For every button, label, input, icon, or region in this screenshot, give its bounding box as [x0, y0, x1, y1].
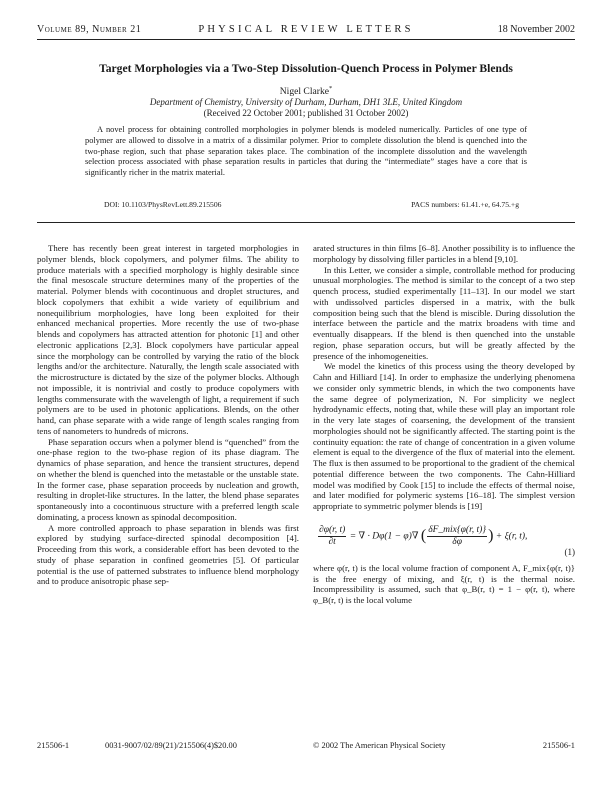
volume-number: Volume 89, Number 21: [37, 24, 142, 35]
equation-1: [313, 517, 575, 559]
equation-variational-derivative: [427, 525, 487, 548]
received-dates: (Received 22 October 2001; published 31 October 2002): [203, 108, 409, 118]
equation-lhs-denominator: ∂t: [328, 536, 336, 547]
equation-rhs-numerator: δF_mix{φ(r, t)}: [428, 524, 487, 535]
page-footer: [37, 740, 575, 752]
issn-code: 0031-9007/02/89(21)/215506(4)$20.00: [105, 741, 237, 750]
left-paren: (: [420, 526, 427, 544]
paragraph: We model the kinetics of this process using the theory developed by Cahn and Hilliard [14]. In order to emphasize the underlying phenomena we consider only symmetric blends, in which the two components have the same degree of polymerization, N. For simplicity we neglect hydrodynamic effects, noting that, while these will play an important role in the very late stages of coarsening, the development of the transient morphologies should not be significantly affected. The starting point is the continuity equation: the rate of change of concentration in a given volume element is equal to the divergence of the flux of material into the element. The flux is then assumed to be proportional to the gradient of the chemical potential difference between the two components. The Cahn-Hilliard model was modified by Cook [15] to include the effects of thermal noise, and later modified for polymeric systems [16–18]. The simplest version appropriate to symmetric polymer blends is [19]: [313, 361, 575, 511]
abstract-rule: [37, 222, 575, 223]
header-rule: [37, 39, 575, 40]
journal-name: PHYSICAL REVIEW LETTERS: [198, 24, 414, 35]
left-column: [37, 243, 299, 587]
right-column: [313, 243, 575, 606]
copyright: © 2002 The American Physical Society: [313, 741, 446, 750]
doi: DOI: 10.1103/PhysRevLett.89.215506: [104, 200, 222, 209]
paragraph: where φ(r, t) is the local volume fraction of component A, F_mix{φ(r, t)} is the free energy of mixing, and ξ(r, t) is the thermal noise. Incompressibility is assumed, such that φ_B(r, t) = 1 − φ(r, t), where φ_B(r, t) is the local volume: [313, 562, 575, 605]
pacs-numbers: PACS numbers: 61.41.+e, 64.75.+g: [411, 200, 519, 209]
paragraph: arated structures in thin films [6–8]. Another possibility is to influence the morphology by dissolving filler particles in a blend [9,10].: [313, 243, 575, 264]
paragraph: In this Letter, we consider a simple, controllable method for producing unusual morphologies. The method is similar to the concept of a two step quench process, studied experimentally [11–13]. In our model we start with undissolved particles dispersed in a matrix, with the bulk composition being such that the blend is miscible. During dissolution the interface between the particle and the matrix broadens with time and eventually disappears. If the blend is then quenched into the unstable region, phase separation occurs, but will be greatly affected by the presence of the inhomogeneities.: [313, 264, 575, 361]
author-name: Nigel Clarke: [279, 86, 330, 98]
page-number-right: 215506-1: [542, 741, 575, 750]
issue-date: 18 November 2002: [497, 24, 575, 35]
paragraph: Phase separation occurs when a polymer blend is “quenched” from the one-phase region to the two-phase region of its phase diagram. The dynamics of phase separation, and hence the transient structures, depend on whether the blend is quenched into the metastable or the unstable state. In the former case, phase separation proceeds by nucleation and growth, resulting in droplet-like structures. In the latter, the blend phase separates spontaneously into a cocontinuous structure with a preferred length scale dominating, a process known as spinodal decomposition.: [37, 436, 299, 522]
equation-lhs-numerator: ∂φ(r, t): [319, 524, 346, 535]
paragraph: There has recently been great interest in targeted morphologies in polymer blends, block copolymers, and polymer films. The ability to produce materials with a specified morphology is highly desirable since the final mesoscale structure determines many of the properties of the material. Polymer blends with cocontinuous and droplet structures, and block copolymers that exhibit a wide variety of equilibrium and nonequilibrium morphologies, have long been exploited for their enhanced mechanical properties. More recently the use of two-phase blends and copolymers has attracted attention for photonic [1] and other electronic applications [2,3]. Block copolymers have particular appeal since the morphology can be controlled by varying the ratio of the block lengths and/or the architecture. Naturally, the length scale associated with the microstructure is dictated by the size of the polymer blocks. Although not impossible, it is nontrivial and costly to produce copolymers with lengths commensurate with the wavelength of light, a requirement if such polymers are to be used in photonic applications. Blends, on the other hand, can phase separate with a wide range of length scales ranging from tens of nanometers to hundreds of microns.: [37, 243, 299, 436]
page-number-left: 215506-1: [37, 741, 70, 750]
right-paren: ): [488, 526, 494, 544]
equation-number: (1): [564, 546, 575, 557]
equation-lhs: [318, 525, 346, 548]
equation-body: [317, 525, 527, 548]
author-line: [37, 83, 575, 98]
running-header: [37, 23, 575, 37]
equation-operator: = ∇ · Dφ(1 − φ)∇: [349, 531, 419, 542]
paragraph: A more controlled approach to phase separation in blends was first explored by studying surface-directed spinodal decomposition [4]. Proceeding from this work, a considerable effort has been devoted to the study of phase separation in confined geometries [5]. Of particular potential is the use of patterned substrates to influence blend morphology and to produce anisotropic phase sep-: [37, 522, 299, 587]
author-footnote-mark: *: [329, 85, 333, 92]
abstract: A novel process for obtaining controlled morphologies in polymer blends is modeled numerically. Particles of one type of polymer are allowed to dissolve in a matrix of a dissimilar polymer. Prior to complete dissolution the blend is quenched into the two-phase region, such that phase separation takes place. The combination of the incomplete dissolution and the wavelength selection process associated with phase separation results in particles that during the “intermediate” stages have a core that is significantly richer in the matrix material.: [85, 125, 527, 178]
equation-noise-term: + ξ(r, t),: [495, 531, 528, 542]
affiliation: Department of Chemistry, University of Durham, Durham, DH1 3LE, United Kingdom: [149, 97, 463, 107]
equation-rhs-denominator: δφ: [452, 536, 462, 547]
article-title: Target Morphologies via a Two-Step Dissolution-Quench Process in Polymer Blends: [99, 62, 513, 75]
